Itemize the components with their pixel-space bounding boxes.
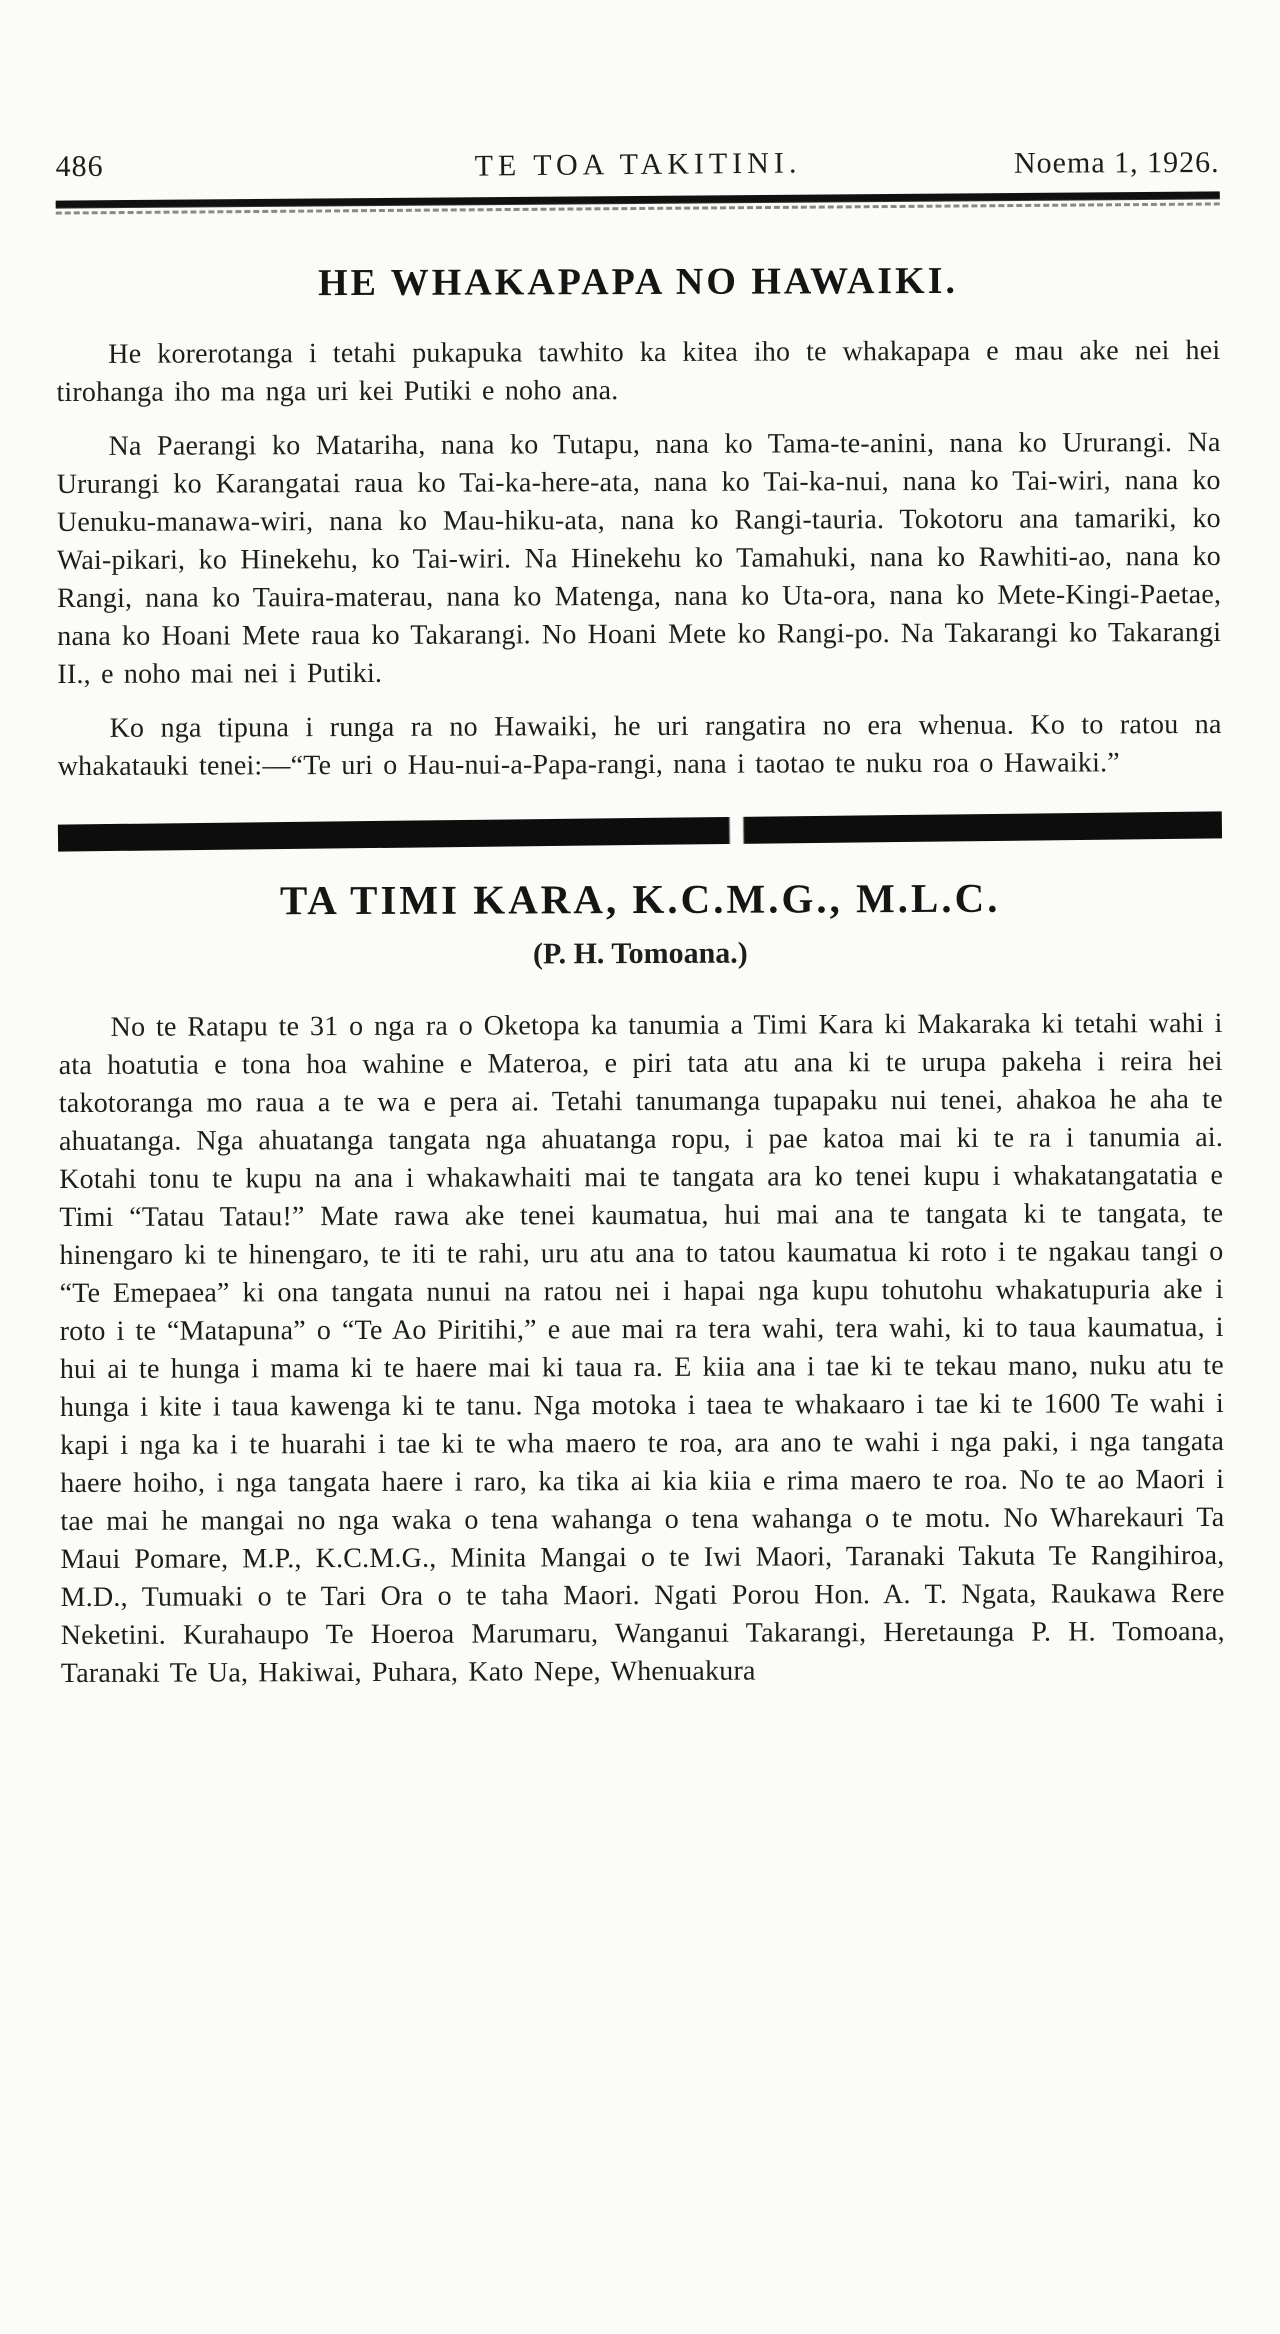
article2-title: TA TIMI KARA, K.C.M.G., M.L.C.: [279, 874, 1001, 924]
article-timi-kara: [58, 873, 1225, 1693]
article2-paragraph-1: No te Ratapu te 31 o nga ra o Oketopa ka tanumia a Timi Kara ki Makaraka ki tetahi wahi i ata hoatutia e tona hoa wahine e Materoa, e piri tata atu ana ki te urupa pakeha i reira hei takotoranga mo raua a te wa e pera ai. Tetahi tanumanga tupapaku nui tenei, ahakoa he aha te ahuatanga. Nga ahuatanga tangata nga ahuatanga ropu, i pae katoa mai ki te ra i tanumia ai. Kotahi tonu te kupu na ana i whakawhaiti mai te tangata ara ko tenei kupu i whakatangatatia e Timi “Tatau Tatau!” Mate rawa ake tenei kaumatua, hui mai ana te tangata ki te tangata, te hinengaro ki te hinengaro, te iti te rahi, uru atu ana to tatou kaumatua ki roto i te ngakau tangi o “Te Emepaea” ki ona tangata nunui na ratou nei i hapai nga kupu tohutohu whakatupuria ake i roto i te “Matapuna” o “Te Ao Piritihi,” e aue mai ra tera wahi, tera wahi, ki to taua kaumatua, i hui ai te hunga i mama ki te haere mai ki taua ra. E kiia ana i tae ki te tekau mano, nuku atu te hunga i kite i taua kawenga ki te tanu. Nga motoka i taea te whakaaro i tae ki te 1600 Te wahi i kapi i nga ka i te huarahi i tae ki te wha maero te roa, ara ano te wahi i nga paki, i nga tangata haere hoiho, i nga tangata haere i raro, ka tika ai kia kiia e rima maero te roa. No te ao Maori i tae mai he mangai no nga waka o tena wahanga o tena wahanga o te motu. No Wharekauri Ta Maui Pomare, M.P., K.C.M.G., Minita Mangai o te Iwi Maori, Taranaki Takuta Te Rangihiroa, M.D., Tumuaki o te Tari Ora o te taha Maori. Ngati Porou Hon. A. T. Ngata, Raukawa Rere Neketini. Kurahaupo Te Hoeroa Marumaru, Wanganui Takarangi, Heretaunga P. H. Tomoana, Taranaki Te Ua, Hakiwai, Puhara, Kato Nepe, Whenuakura: [58, 1007, 1225, 1690]
page-number: 486: [55, 149, 104, 184]
article1-title: HE WHAKAPAPA NO HAWAIKI.: [317, 259, 959, 305]
article2-byline: (P. H. Tomoana.): [532, 936, 748, 971]
article1-paragraph-3: Ko nga tipuna i runga ra no Hawaiki, he uri rangatira no era whenua. Ko to ratou na whakatauki tenei:—“Te uri o Hau-nui-a-Papa-rangi, nana i taotao te nuku roa o Hawaiki.”: [57, 708, 1222, 783]
scanned-page: [55, 0, 1225, 1693]
article-whakapapa: [56, 258, 1222, 786]
article1-paragraph-2: Na Paerangi ko Matariha, nana ko Tutapu, nana ko Tama-te-anini, nana ko Ururangi. Na Ururangi ko Karangatai raua ko Tai-ka-here-ata, nana ko Tai-ka-nui, nana ko Tai-wiri, nana ko Uenuku-manawa-wiri, nana ko Mau-hiku-ata, nana ko Rangi-tauria. Tokotoru ana tamariki, ko Wai-pikari, ko Hinekehu, ko Tai-wiri. Na Hinekehu ko Tamahuki, nana ko Rawhiti-ao, nana ko Rangi, nana ko Tauira-materau, nana ko Matenga, nana ko Uta-ora, nana ko Mete-Kingi-Paetae, nana ko Hoani Mete raua ko Takarangi. No Hoani Mete ko Rangi-po. Na Takarangi ko Takarangi II., e noho mai nei i Putiki.: [56, 426, 1222, 691]
article1-paragraph-1: He korerotanga i tetahi pukapuka tawhito ka kitea iho te whakapapa e mau ake nei hei tirohanga iho ma nga uri kei Putiki e noho ana.: [56, 334, 1221, 409]
journal-title: TE TOA TAKITINI.: [474, 146, 802, 183]
section-divider-bar: [58, 811, 1222, 851]
masthead: [56, 146, 1220, 184]
issue-date: Noema 1, 1926.: [1013, 145, 1220, 180]
